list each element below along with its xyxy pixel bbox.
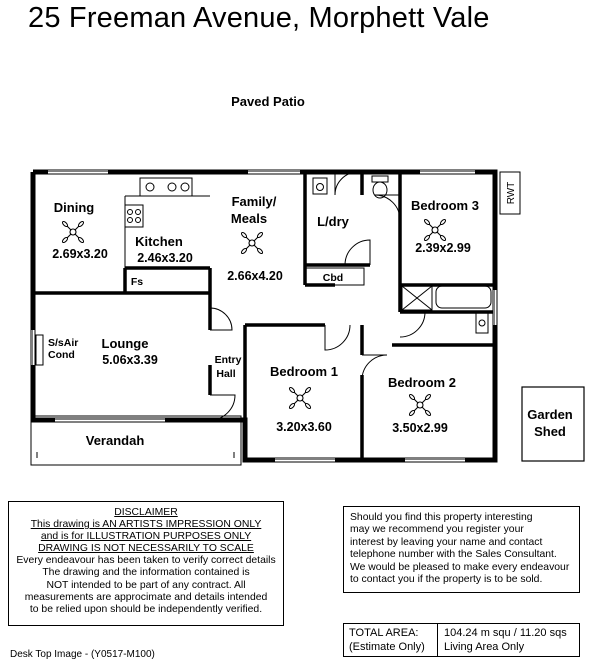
fs-label: Fs (130, 276, 144, 288)
sair-label-1: S/sAir (48, 337, 79, 349)
dining-label: Dining (53, 200, 95, 215)
ceiling-fan-icon (424, 219, 447, 242)
paved-patio-label: Paved Patio (231, 94, 305, 109)
total-area-value: 104.24 m squ / 11.20 sqs (444, 627, 567, 639)
ceiling-fan-icon (241, 232, 264, 255)
bathroom-fixtures (402, 286, 491, 333)
contact-line: to contact you if the property is to be sold. (350, 574, 543, 586)
footer-caption: Desk Top Image - (Y0517-M100) (10, 649, 155, 660)
disclaimer-line: Every endeavour has been taken to verify correct details (16, 555, 276, 567)
family-label-1: Family/ (231, 194, 277, 209)
page-title: 25 Freeman Avenue, Morphett Vale (28, 2, 490, 34)
disclaimer-line: to be relied upon should be independently verified. (29, 603, 263, 615)
bedroom3-label: Bedroom 3 (411, 198, 479, 213)
family-size: 2.66x4.20 (227, 269, 283, 283)
entry-label-1: Entry (214, 354, 242, 366)
total-area-note: Living Area Only (444, 641, 525, 653)
bedroom2-size: 3.50x2.99 (392, 421, 448, 435)
contact-line: We would be pleased to make every endeavour (350, 561, 570, 573)
total-area-box (343, 623, 580, 657)
disclaimer-line: and is for ILLUSTRATION PURPOSES ONLY (40, 531, 252, 543)
total-area-estimate: (Estimate Only) (349, 641, 425, 653)
garden-shed-label-1: Garden (527, 407, 573, 422)
sair-label-2: Cond (48, 349, 75, 361)
family-label-2: Meals (230, 211, 268, 226)
contact-line: Should you find this property interesting (350, 512, 533, 523)
contact-line: telephone number with the Sales Consultant. (350, 549, 557, 561)
lounge-label: Lounge (101, 336, 149, 351)
disclaimer-line: DRAWING IS NOT NECESSARILY TO SCALE (38, 543, 254, 555)
garden-shed-label-2: Shed (534, 424, 566, 439)
bedroom1-size: 3.20x3.60 (276, 420, 332, 434)
bedroom3-size: 2.39x2.99 (415, 241, 471, 255)
laundry-label: L/dry (317, 214, 349, 229)
contact-line: interest by leaving your name and contact (350, 536, 543, 548)
bedroom1-label: Bedroom 1 (270, 364, 338, 379)
kitchen-size: 2.46x3.20 (137, 251, 193, 265)
verandah-label: Verandah (85, 433, 145, 448)
contact-box (343, 506, 580, 593)
lounge-size: 5.06x3.39 (102, 353, 158, 367)
disclaimer-line: The drawing and the information contained is (42, 567, 250, 579)
disclaimer-heading: DISCLAIMER (114, 507, 178, 518)
rwt-label: RWT (506, 181, 517, 205)
entry-label-2: Hall (216, 368, 236, 380)
ceiling-fan-icon (289, 387, 312, 410)
ceiling-fan-icon (62, 221, 85, 244)
air-conditioner (36, 335, 43, 365)
disclaimer-line: measurements are approcimate and details intended (24, 591, 268, 603)
bedroom2-label: Bedroom 2 (388, 375, 456, 390)
cbd-label: Cbd (322, 272, 344, 284)
total-area-label-cell (344, 624, 438, 656)
disclaimer-box (8, 501, 284, 626)
disclaimer-line: This drawing is AN ARTISTS IMPRESSION ONLY (30, 519, 262, 531)
dining-size: 2.69x3.20 (52, 247, 108, 261)
total-area-label: TOTAL AREA: (349, 627, 419, 639)
contact-line: may we recommend you register your (350, 524, 524, 536)
disclaimer-line: NOT intended to be part of any contract. All (46, 579, 246, 591)
total-area-value-cell (438, 624, 579, 656)
kitchen-label: Kitchen (135, 234, 183, 249)
ceiling-fan-icon (409, 394, 432, 417)
